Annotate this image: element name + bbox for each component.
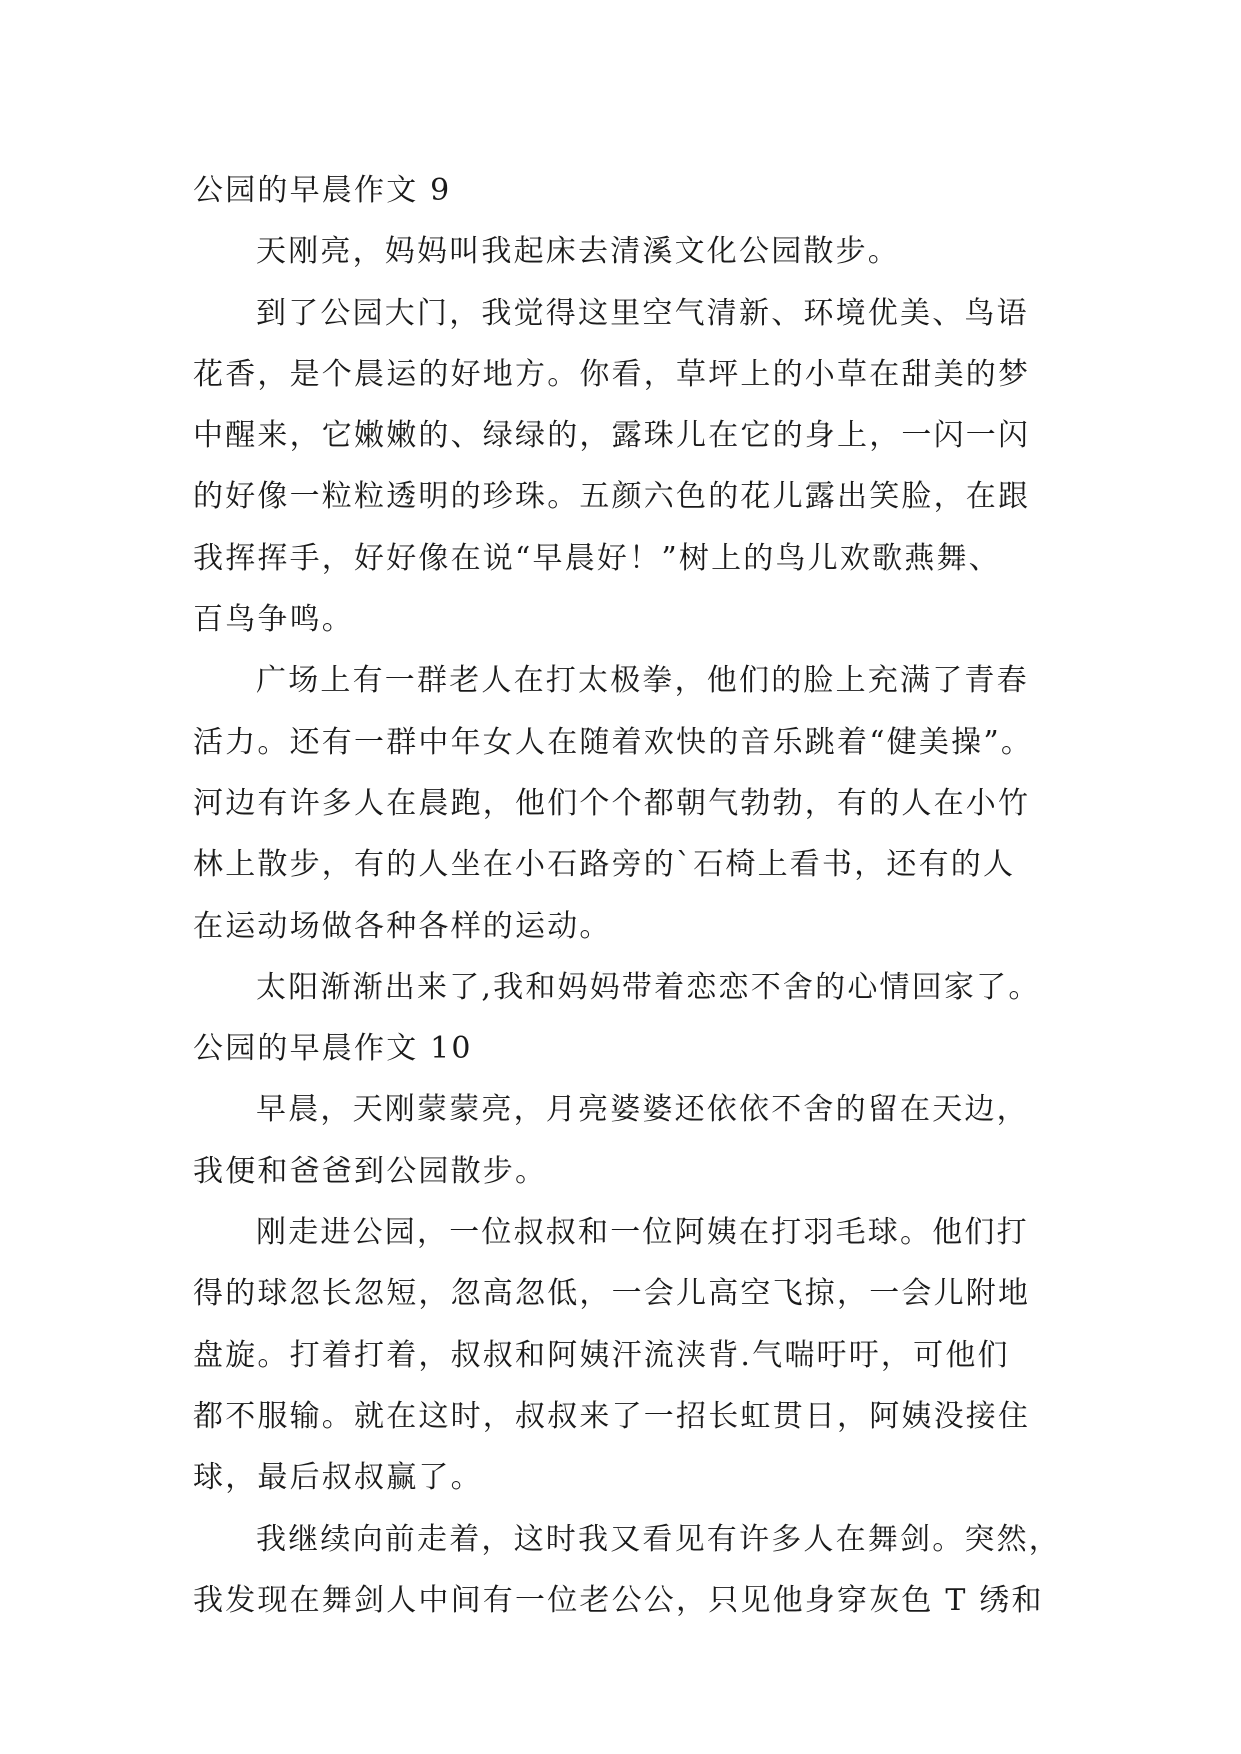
paragraph-line: 得的球忽长忽短，忽高忽低，一会儿高空飞掠，一会儿附地 <box>193 1276 1031 1312</box>
paragraph-line: 都不服输。就在这时，叔叔来了一招长虹贯日，阿姨没接住 <box>193 1398 1031 1434</box>
paragraph-line: 天刚亮，妈妈叫我起床去清溪文化公园散步。 <box>256 234 900 270</box>
paragraph-line: 我便和爸爸到公园散步。 <box>193 1153 548 1189</box>
paragraph-line: 河边有许多人在晨跑，他们个个都朝气勃勃，有的人在小竹 <box>193 785 1031 821</box>
essay-title-9: 公园的早晨作文 9 <box>193 173 452 208</box>
document-body <box>193 160 1061 1631</box>
paragraph-line: 我发现在舞剑人中间有一位老公公，只见他身穿灰色 T 绣和 <box>193 1582 1044 1618</box>
paragraph-line: 刚走进公园，一位叔叔和一位阿姨在打羽毛球。他们打 <box>256 1215 1029 1251</box>
paragraph-line: 广场上有一群老人在打太极拳，他们的脸上充满了青春 <box>256 663 1029 699</box>
paragraph-line: 花香，是个晨运的好地方。你看，草坪上的小草在甜美的梦 <box>193 356 1031 392</box>
paragraph-line: 活力。还有一群中年女人在随着欢快的音乐跳着“健美操”。 <box>193 724 1034 760</box>
paragraph-line: 到了公园大门，我觉得这里空气清新、环境优美、鸟语 <box>256 295 1029 331</box>
paragraph-line: 球，最后叔叔赢了。 <box>193 1460 483 1496</box>
paragraph-line: 在运动场做各种各样的运动。 <box>193 908 612 944</box>
paragraph-line: 我挥挥手，好好像在说“早晨好！”树上的鸟儿欢歌燕舞、 <box>193 540 1001 576</box>
paragraph-line: 早晨，天刚蒙蒙亮，月亮婆婆还依依不舍的留在天边， <box>256 1092 1029 1128</box>
paragraph-line: 我继续向前走着，这时我又看见有许多人在舞剑。突然， <box>256 1521 1061 1557</box>
paragraph-line: 的好像一粒粒透明的珍珠。五颜六色的花儿露出笑脸，在跟 <box>193 479 1031 515</box>
paragraph-line: 百鸟争鸣。 <box>193 602 354 638</box>
paragraph-line: 太阳渐渐出来了,我和妈妈带着恋恋不舍的心情回家了。 <box>256 969 1041 1005</box>
paragraph-line: 盘旋。打着打着，叔叔和阿姨汗流浃背.气喘吁吁，可他们 <box>193 1337 1010 1373</box>
paragraph-line: 林上散步，有的人坐在小石路旁的`石椅上看书，还有的人 <box>193 847 1016 883</box>
paragraph-line: 中醒来，它嫩嫩的、绿绿的，露珠儿在它的身上，一闪一闪 <box>193 418 1031 454</box>
essay-title-10: 公园的早晨作文 10 <box>193 1031 473 1067</box>
